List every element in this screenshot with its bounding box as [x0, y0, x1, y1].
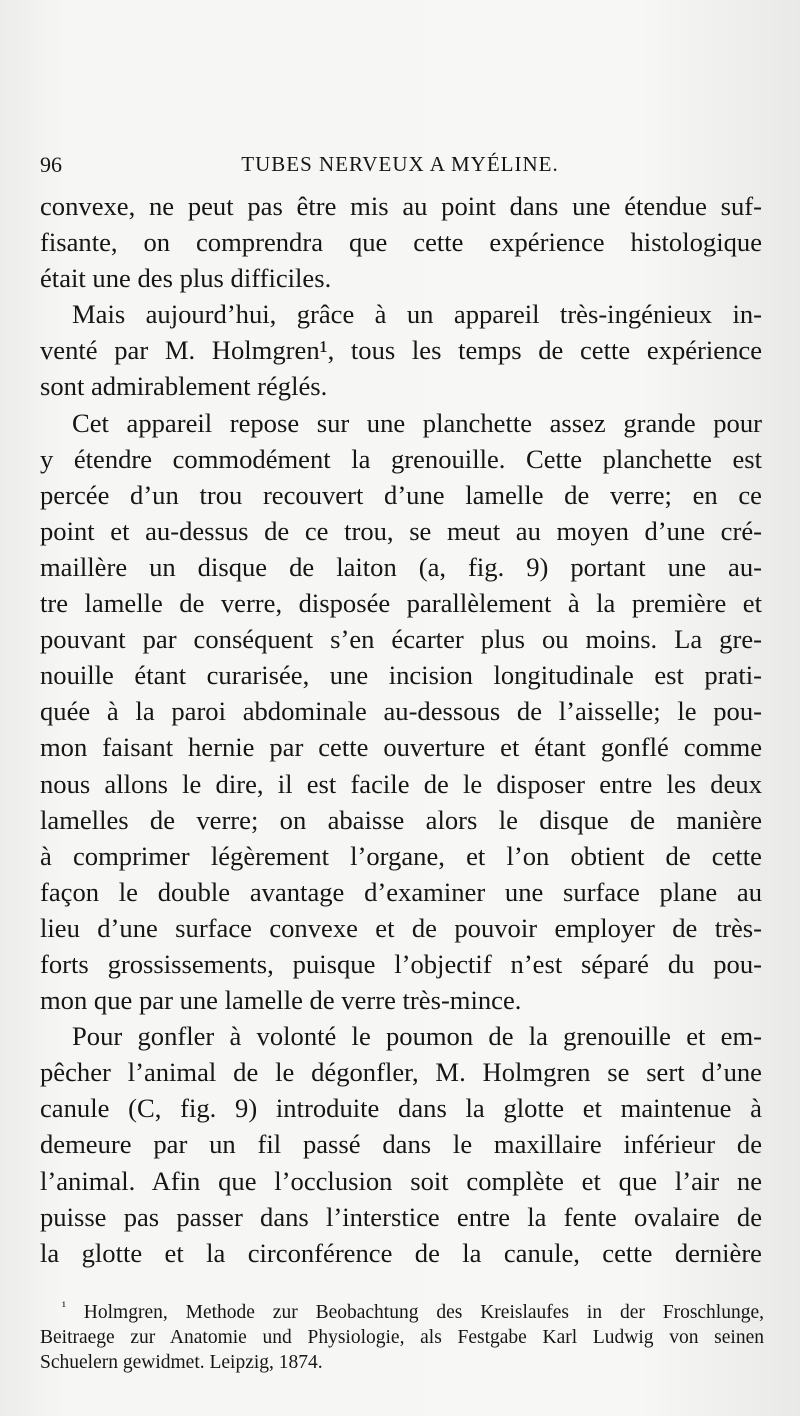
running-title: TUBES NERVEUX A MYÉLINE. — [241, 152, 559, 176]
text-line: canule (C, fig. 9) introduite dans la glotte et maintenue à — [40, 1093, 762, 1124]
text-line: point et au-dessus de ce trou, se meut au moyen d’une cré- — [40, 515, 762, 546]
text-line: forts grossissements, puisque l’objectif n’est séparé du pou- — [40, 948, 762, 979]
body-text — [40, 188, 762, 1271]
text-line: y étendre commodément la grenouille. Cette planchette est — [40, 443, 762, 474]
text-line: sont admirablement réglés. — [40, 371, 328, 402]
text-line: nous allons le dire, il est facile de le disposer entre les deux — [40, 768, 762, 799]
footnote-text: Holmgren, Methode zur Beobachtung des Kreislaufes in der Froschlunge, — [83, 1302, 765, 1323]
text-line: lamelles de verre; on abaisse alors le disque de manière — [40, 804, 762, 835]
text-line: venté par M. Holmgren¹, tous les temps de cette expérience — [40, 335, 762, 366]
page-header — [40, 152, 760, 182]
text-line: lieu d’une surface convexe et de pouvoir employer de très- — [40, 912, 762, 943]
footnote-line: Schuelern gewidmet. Leipzig, 1874. — [40, 1352, 323, 1373]
text-line: nouille étant curarisée, une incision longitudinale est prati- — [40, 660, 762, 691]
text-line: pouvant par conséquent s’en écarter plus ou moins. La gre- — [40, 624, 762, 655]
text-line: Pour gonfler à volonté le poumon de la grenouille et em- — [72, 1021, 762, 1052]
text-line: pêcher l’animal de le dégonfler, M. Holmgren se sert d’une — [40, 1057, 762, 1088]
footnote-line — [40, 1300, 764, 1325]
text-line: percée d’un trou recouvert d’une lamelle de verre; en ce — [40, 479, 762, 510]
text-line: fisante, on comprendra que cette expérience histologique — [40, 227, 762, 258]
footnote — [40, 1300, 764, 1375]
text-line: mon que par une lamelle de verre très-mince. — [40, 985, 522, 1016]
text-line: mon faisant hernie par cette ouverture et étant gonflé comme — [40, 732, 762, 763]
text-line: à comprimer légèrement l’organe, et l’on obtient de cette — [40, 840, 762, 871]
text-line: quée à la paroi abdominale au-dessous de l’aisselle; le pou- — [40, 696, 762, 727]
text-line: la glotte et la circonférence de la canule, cette dernière — [40, 1237, 762, 1268]
text-line: puisse pas passer dans l’interstice entre la fente ovalaire de — [40, 1201, 762, 1232]
text-line: Cet appareil repose sur une planchette assez grande pour — [72, 407, 762, 438]
footnote-line: Beitraege zur Anatomie und Physiologie, als Festgabe Karl Ludwig von seinen — [40, 1327, 764, 1348]
text-line: était une des plus difficiles. — [40, 263, 332, 294]
text-line: l’animal. Afin que l’occlusion soit complète et que l’air ne — [40, 1165, 762, 1196]
page-number: 96 — [40, 152, 62, 177]
text-line: maillère un disque de laiton (a, fig. 9) portant une au- — [40, 551, 762, 582]
text-line: tre lamelle de verre, disposée parallèlement à la première et — [40, 588, 762, 619]
text-line: demeure par un fil passé dans le maxillaire inférieur de — [40, 1129, 762, 1160]
text-line: convexe, ne peut pas être mis au point dans une étendue suf- — [40, 191, 762, 221]
text-line: Mais aujourd’hui, grâce à un appareil très-ingénieux in- — [72, 299, 762, 330]
text-line: façon le double avantage d’examiner une surface plane au — [40, 876, 762, 907]
footnote-marker: ¹ — [62, 1298, 66, 1314]
